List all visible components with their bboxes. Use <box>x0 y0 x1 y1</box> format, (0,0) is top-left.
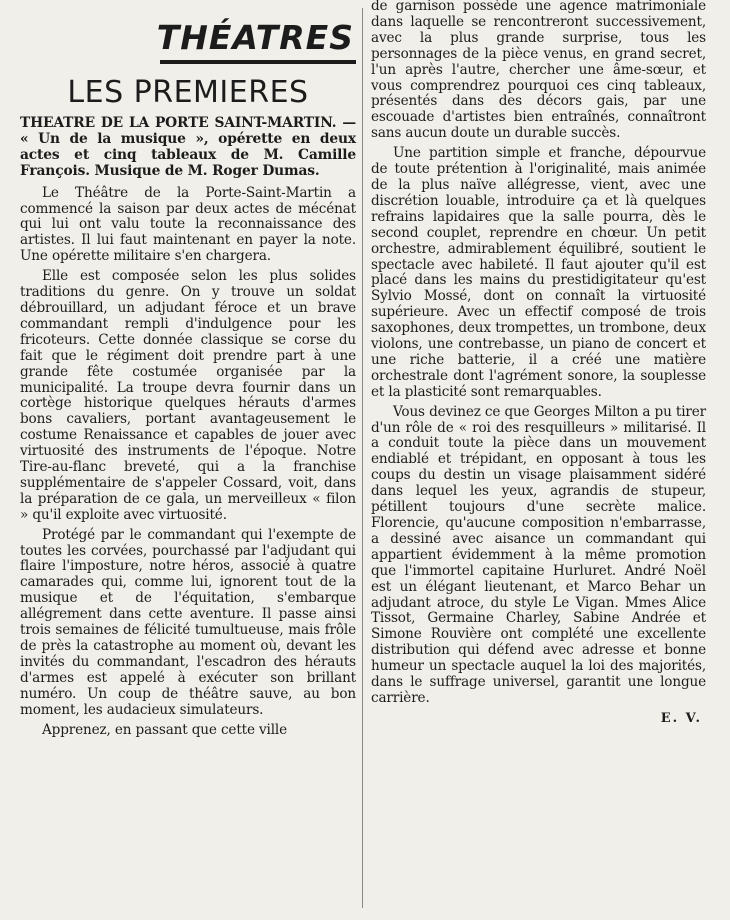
article-paragraph: Le Théâtre de la Porte-Saint-Martin a commencé la saison par deux actes de mécénat qui lui ont valu toute la reconnaissance des artistes. Il lui faut maintenant en payer la note. Une opérette militaire s'en chargera. <box>20 184 356 265</box>
article-paragraph: Une partition simple et franche, dépourvue de toute prétention à l'originalité, mais animée de la plus naïve allégresse, vient, avec une discrétion louable, introduire ça et là quelques refrains lapidaires que la salle pourra, dès le second couplet, reprendre en chœur. Un petit orchestre, admirablement équilibré, soutient le spectacle avec habileté. Il faut ajouter qu'il est placé dans les mains du prestidigitateur qu'est Sylvio Mossé, dont on connaît la virtuosité supérieure. Avec un effectif composé de trois saxophones, deux trompettes, un trombone, deux violons, une contrebasse, un piano de concert et une riche batterie, il a créé une matière orchestrale dont l'agrément sonore, la souplesse et la plasticité sont remarquables. <box>371 145 706 400</box>
header-rule <box>160 60 356 64</box>
article-paragraph: Protégé par le commandant qui l'exempte de toutes les corvées, pourchassé par l'adjudant qui flaire l'imposture, notre héros, associé à quatre camarades qui, comme lui, ignorent tout de la musique et de l'équitation, s'embarque allégrement dans cette aventure. Il passe ainsi trois semaines de félicité tumultueuse, mais frôle de près la catastrophe au moment où, devant les invités du commandant, l'escadron des hérauts d'armes est appelé à exécuter son brillant numéro. Un coup de théâtre sauve, au bon moment, les audacieux simulateurs. <box>20 526 356 718</box>
author-signature: E. V. <box>660 710 702 726</box>
section-title: THÉATRES <box>156 18 354 57</box>
column-divider <box>362 8 363 908</box>
lead-paragraph <box>20 116 356 180</box>
lead-title: THEATRE DE LA PORTE SAINT-MARTIN. <box>20 115 337 131</box>
lead-text: — « Un de la musique », opérette en deux actes et cinq tableaux de M. Camille François. Musique de M. Roger Dumas. <box>20 115 356 179</box>
section-header <box>20 20 356 56</box>
article-paragraph: de garnison possède une agence matrimoniale dans laquelle se rencontreront successivement, avec la plus grande surprise, tous les personnages de la pièce venus, en grand secret, l'un après l'autre, chercher une âme-sœur, et vous comprendrez pourquoi ces cinq tableaux, présentés dans des décors gais, par une escouade d'artistes bien entraînés, connaîtront sans aucun doute un durable succès. <box>371 0 706 142</box>
headline: LES PREMIERES <box>67 75 309 110</box>
right-column <box>371 0 706 727</box>
article-paragraph: Elle est composée selon les plus solides traditions du genre. On y trouve un soldat débrouillard, un adjudant féroce et un brave commandant rempli d'indulgence pour les fricoteurs. Cette donnée classique se corse du fait que le régiment doit prendre part à une grande fête costumée organisée par la municipalité. La troupe devra fournir dans un cortège historique quelques hérauts d'armes bons cavaliers, portant avantageusement le costume Renaissance et capables de jouer avec virtuosité des instruments de l'époque. Notre Tire-au-flanc breveté, qui a la franchise supplémentaire de s'appeler Cossard, voit, dans la préparation de ce gala, un merveilleux « filon » qu'il exploite avec virtuosité. <box>20 268 356 523</box>
left-column <box>20 0 356 742</box>
article-paragraph: Apprenez, en passant que cette ville <box>42 721 288 738</box>
article-paragraph: Vous devinez ce que Georges Milton a pu tirer d'un rôle de « roi des resquilleurs » militarisé. Il a conduit toute la pièce dans un mouvement endiablé et trépidant, en opposant à tous les coups du destin un visage plaisamment sidéré dans lequel les yeux, agrandis de stupeur, pétillent toujours d'une secrète malice. Florencie, qu'aucune composition n'embarrasse, a dessiné avec aisance un commandant qui appartient évidemment à la même promotion que l'immortel capitaine Hurluret. André Noël est un élégant lieutenant, et Marco Behar un adjudant atroce, du style Le Vigan. Mmes Alice Tissot, Germaine Charley, Sabine Andrée et Simone Rouvière ont complété une excellente distribution qui défend avec adresse et bonne humeur un spectacle auquel la loi des majorités, dans le suffrage universel, garantit une longue carrière. <box>371 403 706 706</box>
